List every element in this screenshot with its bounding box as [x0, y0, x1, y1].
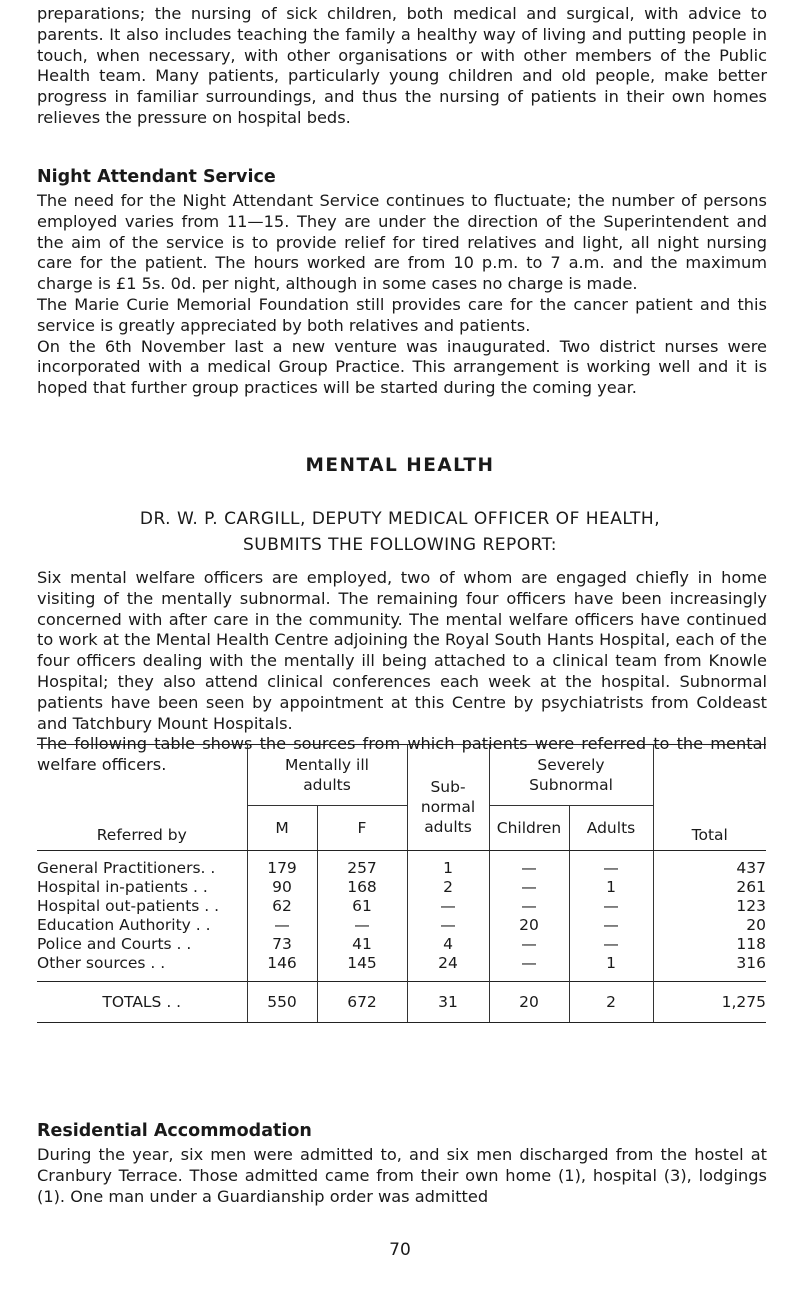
cell-total: 437: [653, 851, 766, 879]
header-referred-by: Referred by: [37, 745, 247, 851]
cell-adults: —: [569, 935, 653, 954]
header-adults: Adults: [569, 806, 653, 851]
table-row: [37, 935, 766, 954]
residential-paragraph: During the year, six men were admitted to, and six men discharged from the hostel at Cranbury Terrace. Those admitted came from their own home (1), hospital (3), lodgings (1). One man under a Guardianship order was admitted: [37, 1145, 767, 1206]
header-severely-line-2: Subnormal: [529, 776, 613, 794]
table-row: [37, 851, 766, 879]
night-attendant-section: [37, 166, 767, 399]
cell-total: 316: [653, 954, 766, 982]
cell-f: 168: [317, 878, 407, 897]
cell-m: 73: [247, 935, 317, 954]
cell-sub: 1: [407, 851, 489, 879]
table-row: [37, 916, 766, 935]
row-label: General Practitioners. .: [37, 859, 216, 877]
header-f: F: [317, 806, 407, 851]
cell-children: —: [489, 935, 569, 954]
table-row: [37, 878, 766, 897]
cell-total: 20: [653, 916, 766, 935]
totals-adults: 2: [569, 982, 653, 1023]
cell-sub: 4: [407, 935, 489, 954]
cell-adults: 1: [569, 954, 653, 982]
totals-total: 1,275: [653, 982, 766, 1023]
cell-sub: —: [407, 897, 489, 916]
mental-health-paragraph-2: The following table shows the sources from which patients were referred to the mental welfare officers.: [37, 734, 767, 775]
cell-m: 62: [247, 897, 317, 916]
cell-children: —: [489, 954, 569, 982]
header-sub-line-2: normal: [420, 797, 476, 816]
cell-sub: 24: [407, 954, 489, 982]
cell-children: —: [489, 897, 569, 916]
cell-total: 261: [653, 878, 766, 897]
cell-children: —: [489, 851, 569, 879]
header-m: M: [247, 806, 317, 851]
residential-section: [37, 1120, 767, 1207]
night-attendant-paragraph-3: On the 6th November last a new venture was inaugurated. Two district nurses were incorporated with a medical Group Practice. This arrangement is working well and it is hoped that further group practices will be started during the coming year.: [37, 336, 767, 398]
referral-table: [37, 744, 766, 1023]
cell-total: 118: [653, 935, 766, 954]
cell-m: 179: [247, 851, 317, 879]
row-label: Hospital out-patients . .: [37, 897, 220, 915]
table-row: [37, 897, 766, 916]
intro-paragraph: preparations; the nursing of sick children, both medical and surgical, with advice to parents. It also includes teaching the family a healthy way of living and putting people in touch, when necessary, with other organisations or with other members of the Public Health team. Many patients, particularly young children and old people, make better progress in familiar surroundings, and thus the nursing of patients in their own homes relieves the pressure on hospital beds.: [37, 4, 767, 127]
cell-adults: —: [569, 916, 653, 935]
header-mentally-ill-line-2: adults: [303, 776, 351, 794]
row-label: Education Authority . .: [37, 916, 211, 934]
cell-children: —: [489, 878, 569, 897]
cell-adults: —: [569, 851, 653, 879]
cell-m: —: [247, 916, 317, 935]
header-mentally-ill-line-1: Mentally ill: [285, 756, 369, 774]
night-attendant-paragraph-1: The need for the Night Attendant Service continues to fluctuate; the number of persons employed varies from 11—15. They are under the direction of the Superintendent and the aim of the service is to provide relief for tired relatives and light, all night nursing care for the patient. The hours worked are from 10 p.m. to 7 a.m. and the maximum charge is £1 5s. 0d. per night, although in some cases no charge is made.: [37, 191, 767, 294]
row-label: Other sources . .: [37, 954, 166, 972]
cell-f: 61: [317, 897, 407, 916]
totals-children: 20: [489, 982, 569, 1023]
header-severely-subnormal: [489, 745, 653, 806]
cell-children: 20: [489, 916, 569, 935]
mental-health-title: MENTAL HEALTH: [305, 455, 495, 476]
totals-f: 672: [317, 982, 407, 1023]
header-sub-line-3: adults: [424, 817, 472, 836]
night-attendant-heading: Night Attendant Service: [37, 167, 276, 187]
header-children: Children: [489, 806, 569, 851]
totals-row: [37, 982, 766, 1023]
cell-f: 41: [317, 935, 407, 954]
intro-section: [37, 4, 767, 129]
byline-line-2: SUBMITS THE FOLLOWING REPORT:: [243, 535, 557, 555]
totals-m: 550: [247, 982, 317, 1023]
cell-m: 146: [247, 954, 317, 982]
mental-health-paragraph-1: Six mental welfare officers are employed, two of whom are engaged chiefly in home visiting of the mentally subnormal. The remaining four officers have been increasingly concerned with after care in the community. The mental welfare officers have continued to work at the Mental Health Centre adjoining the Royal South Hants Hospital, each of the four officers dealing with the mentally ill being attached to a clinical team from Knowle Hospital; they also attend clinical conferences each week at the hospital. Subnormal patients have been seen by appointment at this Centre by psychiatrists from Coldeast and Tatchbury Mount Hospitals.: [37, 568, 767, 733]
cell-sub: 2: [407, 878, 489, 897]
cell-f: 257: [317, 851, 407, 879]
residential-heading: Residential Accommodation: [37, 1121, 312, 1141]
header-mentally-ill: [247, 745, 407, 806]
header-severely-line-1: Severely: [537, 756, 605, 774]
header-subnormal-adults: [407, 745, 489, 851]
cell-sub: —: [407, 916, 489, 935]
totals-sub: 31: [407, 982, 489, 1023]
cell-f: 145: [317, 954, 407, 982]
table-header-row-1: [37, 745, 766, 806]
totals-label: TOTALS . .: [37, 982, 247, 1023]
header-total: Total: [653, 745, 766, 851]
cell-f: —: [317, 916, 407, 935]
cell-total: 123: [653, 897, 766, 916]
row-label: Police and Courts . .: [37, 935, 192, 953]
row-label: Hospital in-patients . .: [37, 878, 208, 896]
byline-line-1: DR. W. P. CARGILL, DEPUTY MEDICAL OFFICER OF HEALTH,: [139, 509, 661, 529]
cell-adults: 1: [569, 878, 653, 897]
table-row: [37, 954, 766, 982]
header-sub-line-1: Sub-: [430, 777, 466, 796]
cell-m: 90: [247, 878, 317, 897]
page-number: 70: [389, 1240, 411, 1260]
cell-adults: —: [569, 897, 653, 916]
night-attendant-paragraph-2: The Marie Curie Memorial Foundation still provides care for the cancer patient and this service is greatly appreciated by both relatives and patients.: [37, 294, 767, 335]
